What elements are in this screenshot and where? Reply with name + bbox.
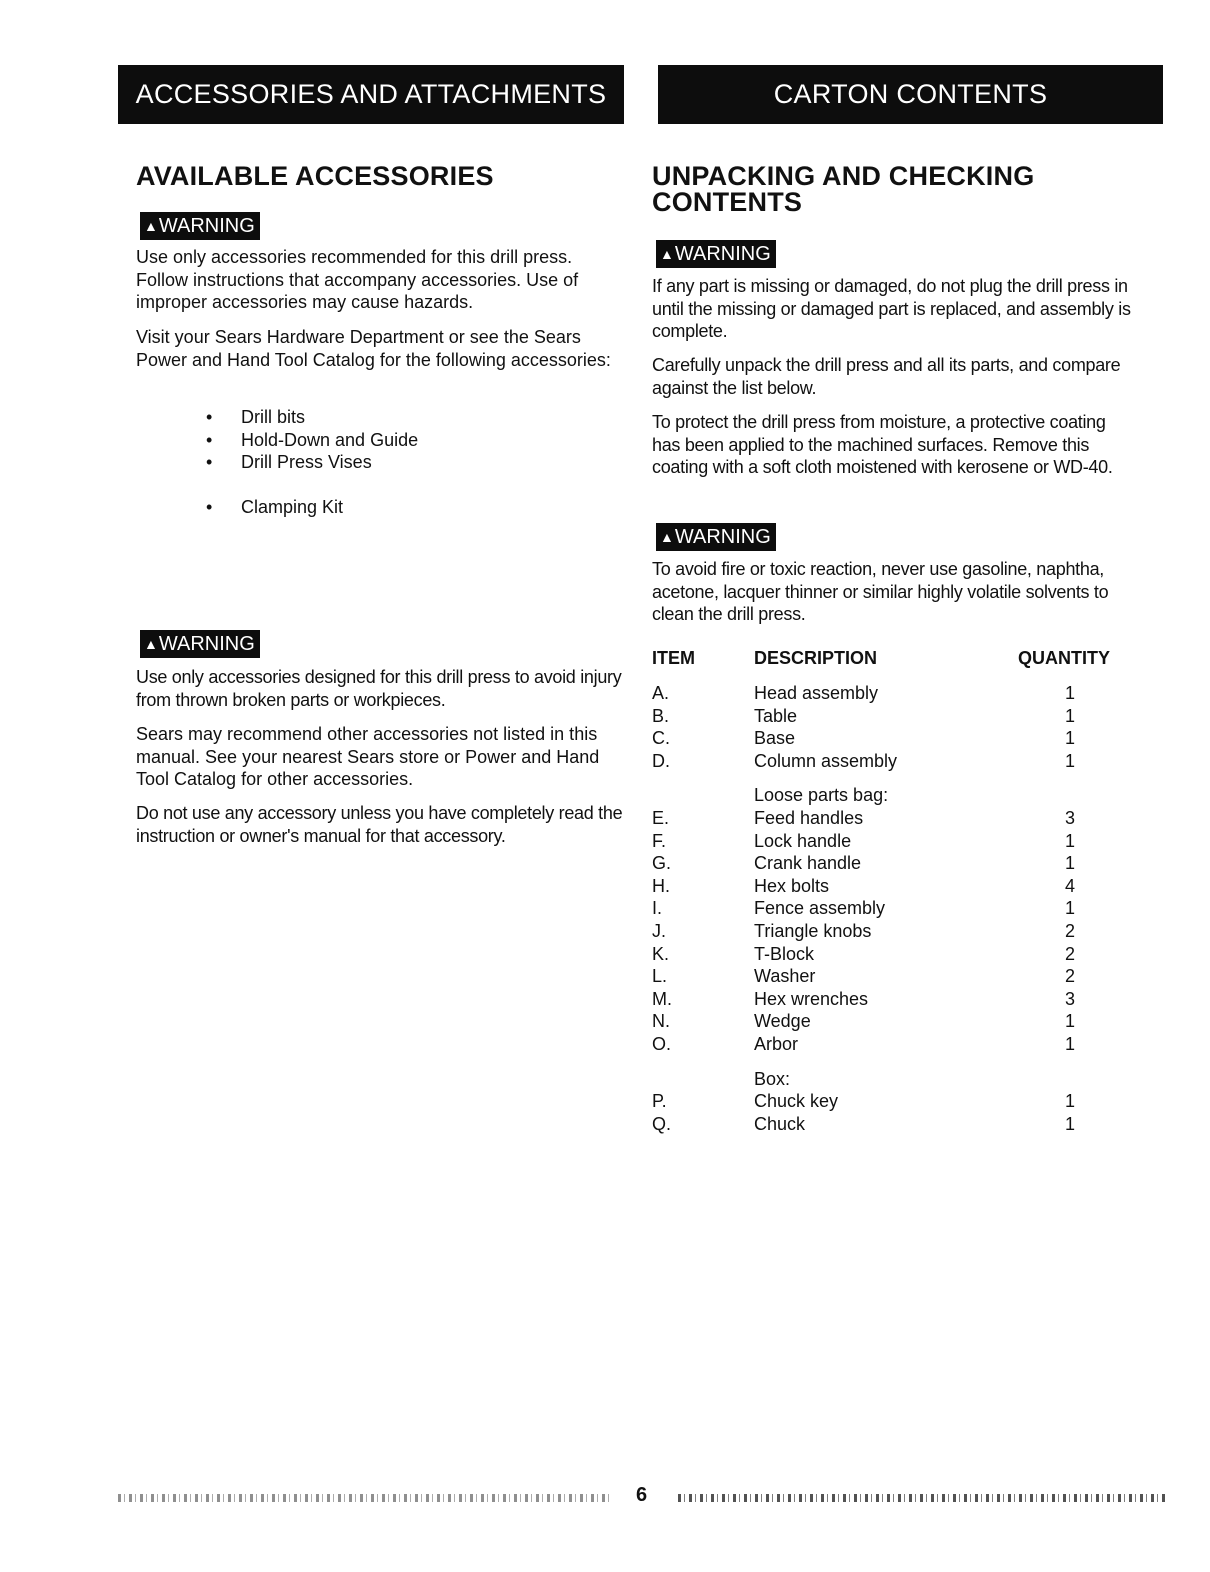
table-row: [652, 875, 1152, 898]
table-row: [652, 897, 1152, 920]
visit-text: Visit your Sears Hardware Department or see the Sears Power and Hand Tool Catalog for the following accessories:: [136, 327, 611, 370]
warning-label: WARNING: [674, 526, 771, 548]
item-cell: E.: [652, 807, 670, 828]
contents-table: [652, 648, 1152, 1135]
item-cell: M.: [652, 988, 672, 1009]
quantity-cell: 1: [1064, 750, 1075, 771]
description-cell: Chuck key: [754, 1091, 839, 1112]
description-cell: T-Block: [754, 943, 815, 964]
unpacking-heading: UNPACKING AND CHECKING CONTENTS: [652, 161, 1035, 217]
description-cell: Washer: [754, 966, 816, 987]
description-cell: Base: [754, 728, 796, 749]
item-cell: N.: [652, 1011, 670, 1032]
loose-parts-label-text: Loose parts bag:: [754, 785, 889, 806]
item-cell: L.: [652, 966, 668, 987]
table-row: [652, 1090, 1152, 1113]
box-parts-rows: [652, 1090, 1152, 1135]
quantity-cell: 3: [1064, 988, 1075, 1009]
available-accessories-heading: AVAILABLE ACCESSORIES: [136, 161, 494, 191]
list-item: • Clamping Kit: [206, 496, 606, 519]
item-cell: J.: [652, 920, 667, 941]
warning-text: If any part is missing or damaged, do not plug the drill press in until the missing or damaged part is replaced, and assembly is complete.: [652, 276, 1131, 341]
section-banner-carton-contents: CARTON CONTENTS: [658, 65, 1163, 124]
item-column-header: ITEM: [652, 648, 695, 668]
quantity-cell: 1: [1064, 1033, 1075, 1054]
item-cell: H.: [652, 875, 670, 896]
description-cell: Table: [754, 705, 798, 726]
quantity-cell: 3: [1064, 807, 1075, 828]
quantity-cell: 1: [1064, 705, 1075, 726]
quantity-cell: 1: [1064, 853, 1075, 874]
quantity-cell: 1: [1064, 1011, 1075, 1032]
description-cell: Head assembly: [754, 683, 879, 703]
quantity-column-header: QUANTITY: [1018, 648, 1110, 668]
loose-parts-label: [652, 784, 1152, 807]
description-cell: Arbor: [754, 1033, 799, 1054]
item-cell: Q.: [652, 1113, 672, 1134]
warning-label: WARNING: [674, 243, 771, 265]
warning-badge: [656, 523, 776, 551]
table-row: [652, 727, 1152, 750]
table-row: [652, 988, 1152, 1011]
table-row: [652, 1010, 1152, 1033]
item-cell: F.: [652, 830, 667, 851]
table-row: [652, 1113, 1152, 1136]
list-item: • Hold-Down and Guide: [206, 429, 606, 452]
description-cell: Feed handles: [754, 807, 864, 828]
box-label-text: Box:: [754, 1068, 791, 1089]
item-cell: I.: [652, 898, 663, 919]
description-cell: Crank handle: [754, 853, 862, 874]
warning-text: Use only accessories recommended for this drill press. Follow instructions that accompany accessories. Use of improper accessories may cause hazards.: [136, 247, 579, 312]
item-cell: O.: [652, 1033, 672, 1054]
description-cell: Hex wrenches: [754, 988, 869, 1009]
warning-text: To avoid fire or toxic reaction, never use gasoline, naphtha, acetone, lacquer thinner or similar highly volatile solvents to clean the drill press.: [652, 559, 1109, 624]
warning-badge: [140, 212, 260, 240]
warning-badge: [656, 240, 776, 268]
description-cell: Lock handle: [754, 830, 852, 851]
quantity-cell: 2: [1064, 920, 1075, 941]
warning-label: WARNING: [158, 633, 255, 655]
box-label: [652, 1068, 1152, 1091]
item-cell: P.: [652, 1091, 667, 1112]
quantity-cell: 1: [1064, 830, 1075, 851]
quantity-cell: 1: [1064, 1113, 1075, 1134]
description-cell: Triangle knobs: [754, 920, 872, 941]
description-column-header: DESCRIPTION: [754, 648, 878, 668]
table-row: [652, 705, 1152, 728]
loose-parts-rows: [652, 807, 1152, 1056]
page-footer: [118, 1484, 1168, 1514]
quantity-cell: 1: [1064, 1091, 1075, 1112]
description-cell: Hex bolts: [754, 875, 830, 896]
footer-rule-right: [678, 1494, 1168, 1502]
table-row: [652, 682, 1152, 705]
description-cell: Fence assembly: [754, 898, 886, 919]
table-row: [652, 1033, 1152, 1056]
table-row: [652, 750, 1152, 773]
do-not-use-text: Do not use any accessory unless you have completely read the instruction or owner's manual for that accessory.: [136, 803, 623, 846]
page-number: 6: [636, 1484, 648, 1506]
table-row: [652, 830, 1152, 853]
item-cell: D.: [652, 750, 670, 771]
item-cell: C.: [652, 728, 670, 749]
warning-label: WARNING: [158, 215, 255, 237]
quantity-cell: 4: [1064, 875, 1075, 896]
protect-text: To protect the drill press from moisture, a protective coating has been applied to the machined surfaces. Remove this coating with a soft cloth moistened with kerosene or WD-40.: [652, 412, 1113, 477]
warning-triangle-icon: ▲: [660, 529, 674, 545]
unpack-text: Carefully unpack the drill press and all its parts, and compare against the list below.: [652, 355, 1121, 398]
footer-rule-left: [118, 1494, 613, 1502]
table-row: [652, 943, 1152, 966]
description-cell: Wedge: [754, 1011, 811, 1032]
item-cell: A.: [652, 683, 670, 703]
quantity-cell: 1: [1064, 683, 1075, 703]
table-row: [652, 807, 1152, 830]
description-cell: Column assembly: [754, 750, 898, 771]
quantity-cell: 2: [1064, 966, 1075, 987]
list-item: • Drill bits: [206, 406, 606, 429]
warning-triangle-icon: ▲: [660, 246, 674, 262]
table-row: [652, 920, 1152, 943]
quantity-cell: 1: [1064, 898, 1075, 919]
accessory-list: [206, 406, 606, 518]
table-row: [652, 965, 1152, 988]
main-parts-rows: [652, 682, 1152, 772]
item-cell: B.: [652, 705, 670, 726]
item-cell: K.: [652, 943, 670, 964]
warning-triangle-icon: ▲: [144, 218, 158, 234]
recommend-text: Sears may recommend other accessories not listed in this manual. See your nearest Sears store or Power and Hand Tool Catalog for other accessories.: [136, 724, 600, 789]
warning-triangle-icon: ▲: [144, 636, 158, 652]
section-banner-accessories: ACCESSORIES AND ATTACHMENTS: [118, 65, 624, 124]
warning-badge: [140, 630, 260, 658]
table-row: [652, 852, 1152, 875]
description-cell: Chuck: [754, 1113, 806, 1134]
warning-text: Use only accessories designed for this drill press to avoid injury from thrown broken parts or workpieces.: [136, 667, 622, 710]
table-header: [652, 648, 1152, 674]
quantity-cell: 1: [1064, 728, 1075, 749]
list-item: • Drill Press Vises: [206, 451, 606, 474]
quantity-cell: 2: [1064, 943, 1075, 964]
item-cell: G.: [652, 853, 672, 874]
